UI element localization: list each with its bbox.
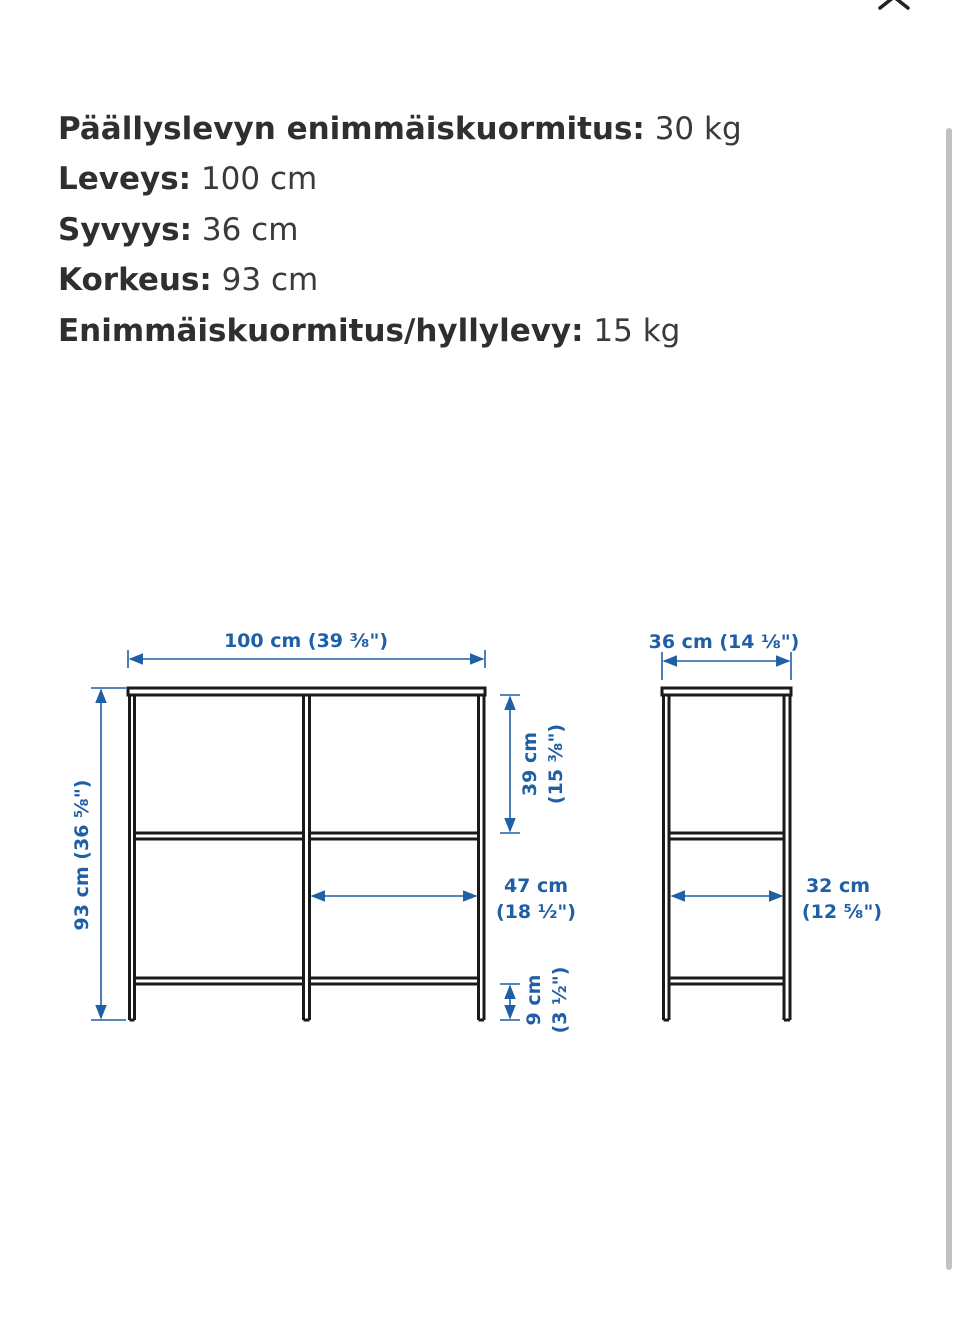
spec-label: Enimmäiskuormitus/hyllylevy: [58, 312, 584, 349]
spec-label: Leveys: [58, 161, 192, 198]
inner-width-cm-label: 47 cm [503, 875, 569, 897]
inner-depth-cm-label: 32 cm [805, 875, 871, 897]
side-middle-shelf [669, 833, 784, 839]
spec-row-width [58, 154, 918, 204]
close-icon [874, 0, 914, 14]
spec-label: Syvyys: [58, 211, 193, 248]
front-top-panel [128, 688, 485, 695]
front-middle-shelf-right [310, 833, 479, 839]
front-height-label: 93 cm (36 ⁵⁄₈") [71, 779, 93, 931]
side-view-shelf [662, 688, 791, 1020]
spec-row-height [58, 255, 918, 305]
front-bottom-shelf-right [310, 978, 479, 984]
spec-value: 36 cm [201, 211, 299, 248]
spec-list [58, 104, 918, 356]
side-top-panel [662, 688, 791, 695]
inner-depth-in-label: (12 ⁵⁄₈") [801, 901, 883, 923]
floor-gap-in-label: (3 ½") [549, 966, 571, 1034]
front-middle-shelf-left [135, 833, 304, 839]
inner-width-in-label: (18 ½") [496, 901, 576, 923]
spec-label: Korkeus: [58, 262, 212, 299]
front-view-shelf [128, 688, 485, 1020]
spec-row-shelf-load [58, 306, 918, 356]
close-button[interactable] [874, 0, 914, 14]
dimension-drawing [0, 600, 960, 1160]
shelf-gap-cm-label: 39 cm [519, 731, 541, 797]
spec-value: 15 kg [593, 312, 681, 349]
floor-gap-cm-label: 9 cm [523, 974, 545, 1026]
shelf-gap-in-label: (15 ³⁄₈") [545, 723, 567, 805]
spec-row-depth [58, 205, 918, 255]
spec-value: 93 cm [221, 262, 319, 299]
spec-value: 100 cm [200, 161, 318, 198]
front-width-label: 100 cm (39 ³⁄₈") [223, 630, 389, 652]
spec-value: 30 kg [654, 111, 742, 147]
side-bottom-shelf [669, 978, 784, 984]
dimension-diagram [0, 600, 960, 1160]
spec-row-top-load [58, 104, 918, 154]
front-bottom-shelf-left [135, 978, 304, 984]
side-depth-label: 36 cm (14 ⅛") [648, 631, 800, 653]
spec-label: Päällyslevyn enimmäiskuormitus: [58, 111, 645, 147]
